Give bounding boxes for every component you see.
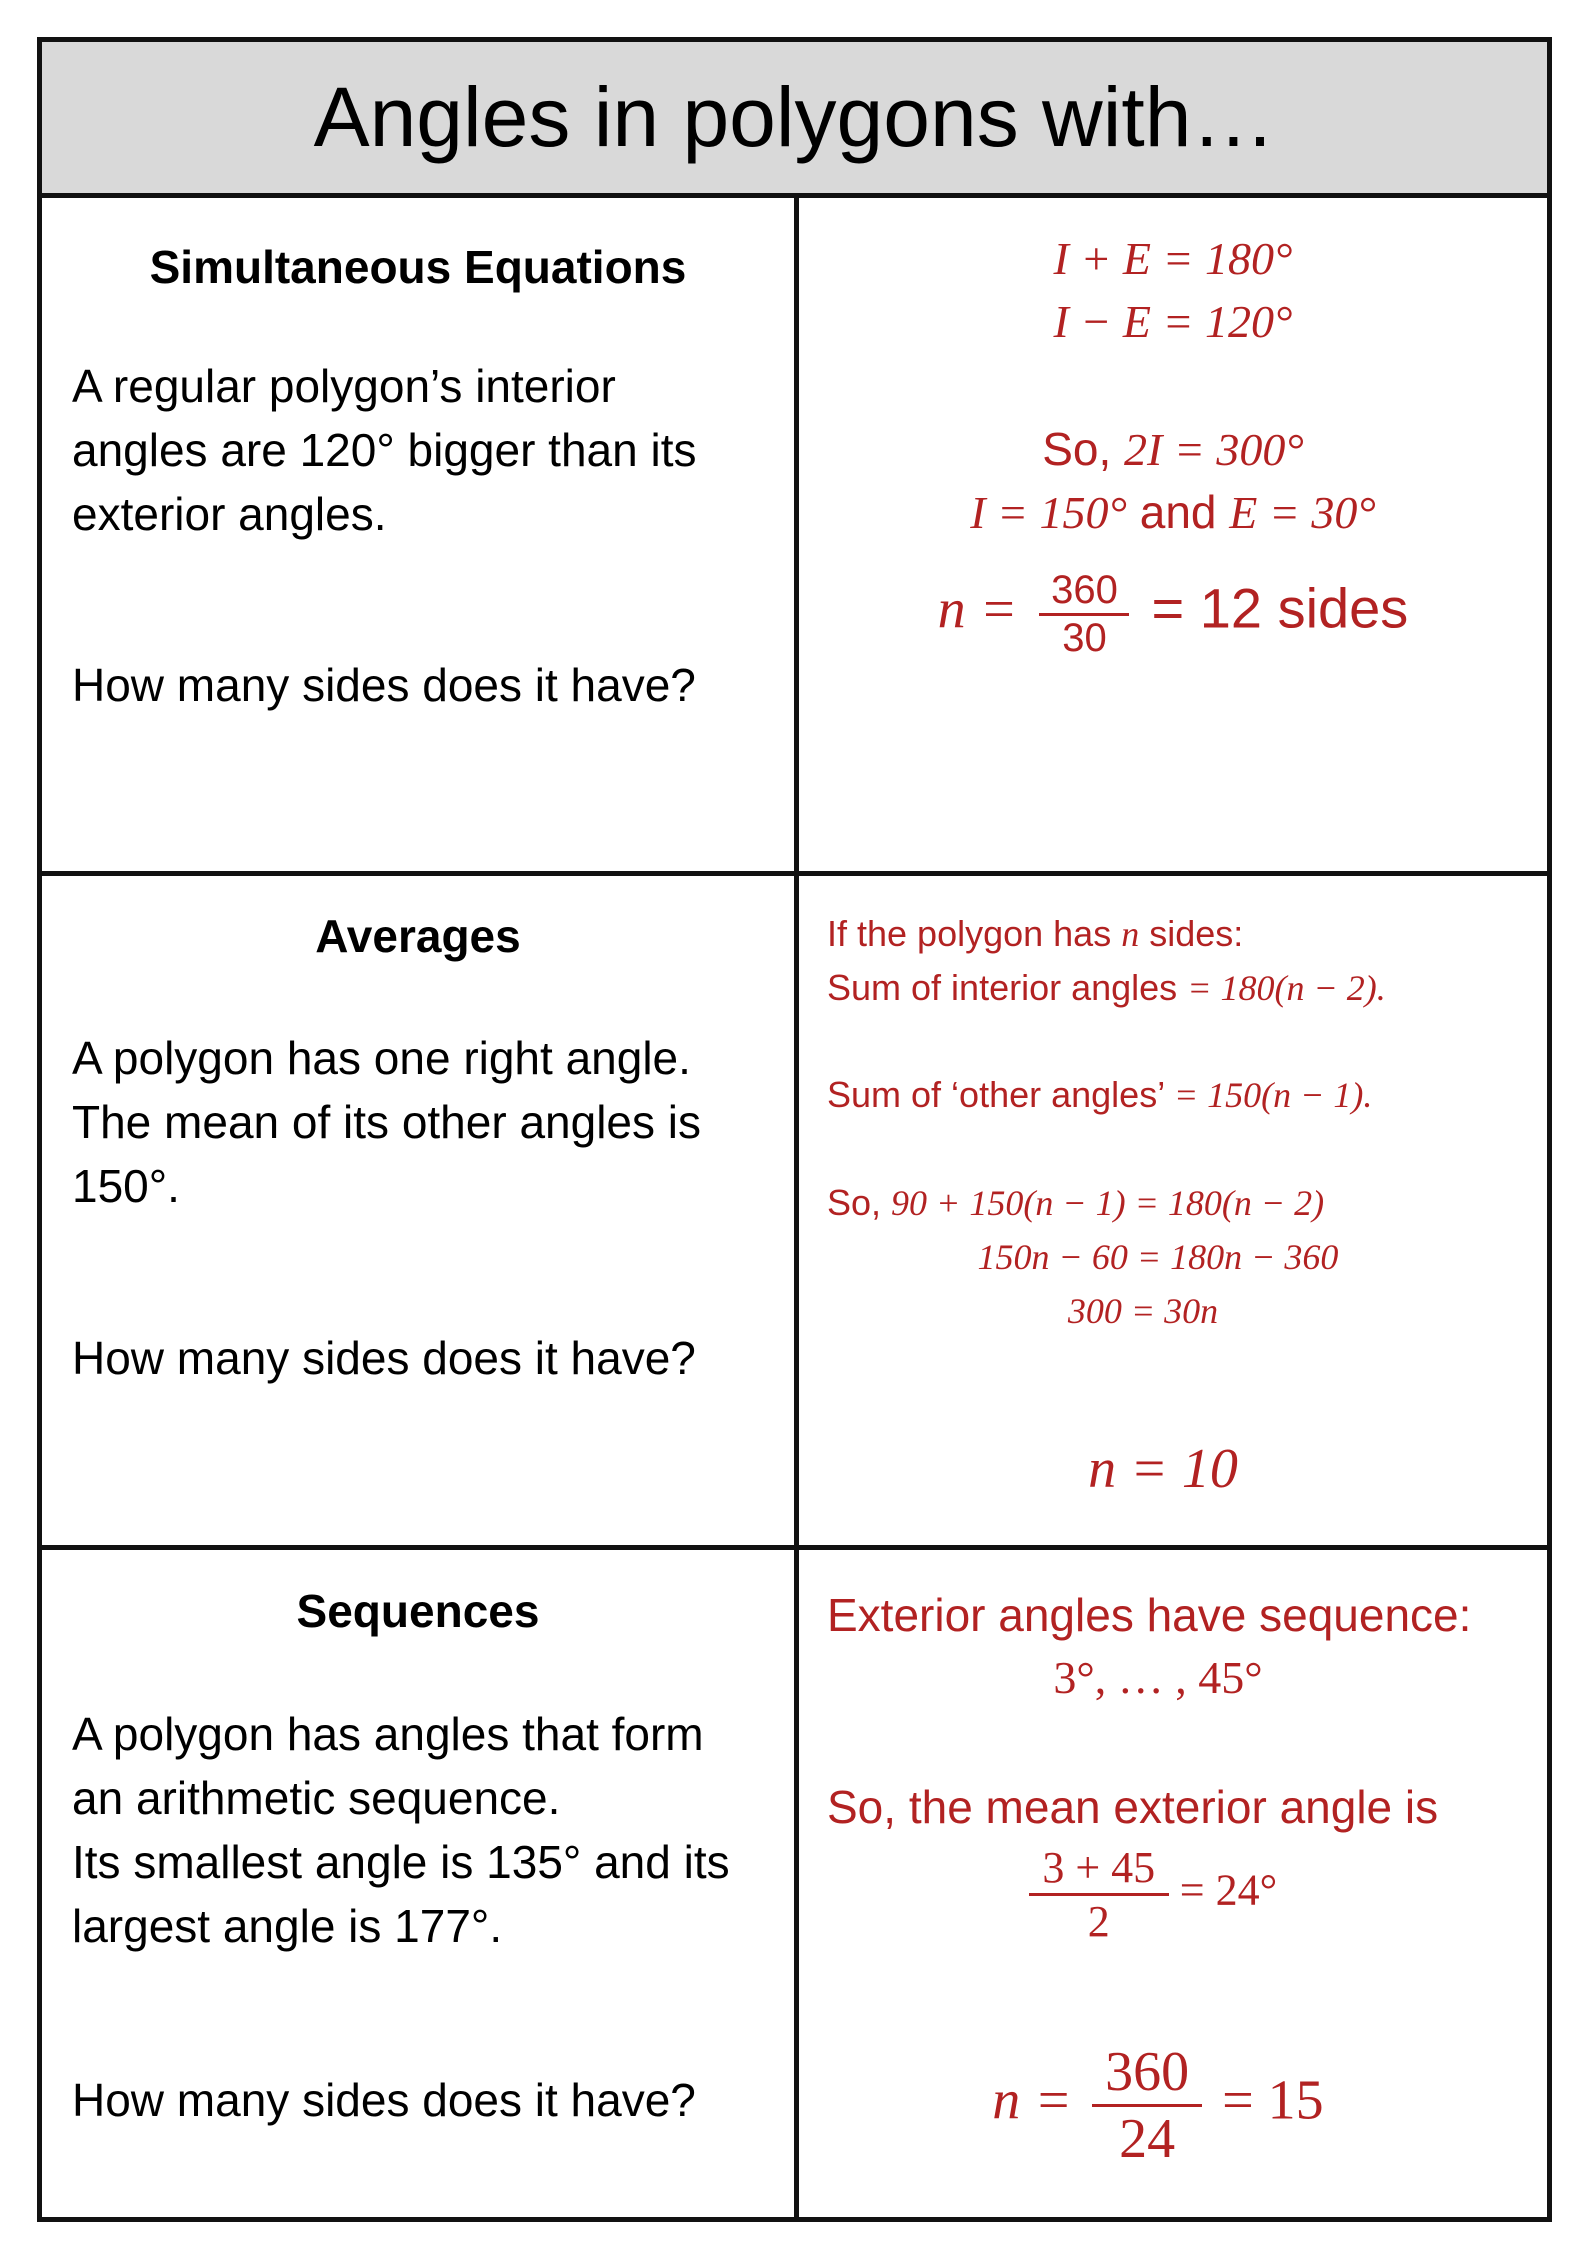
question-cell-simultaneous bbox=[42, 198, 794, 871]
solution-line: I + E = 180° bbox=[1053, 233, 1293, 284]
question-ask: How many sides does it have? bbox=[72, 2074, 696, 2126]
question-cell-averages bbox=[42, 876, 794, 1545]
title-bar bbox=[42, 42, 1547, 198]
solution-line: So, the mean exterior angle is bbox=[827, 1781, 1439, 1833]
solution-line: If the polygon has n sides: bbox=[827, 913, 1244, 954]
question-cell-sequences bbox=[42, 1550, 794, 2222]
solution-cell-sequences bbox=[799, 1550, 1547, 2222]
solution-line: I = 150° and E = 30° bbox=[970, 486, 1376, 538]
fraction: $\frac{3 + 45}{2}$ bbox=[1029, 1842, 1169, 1947]
solution-cell-averages bbox=[799, 876, 1547, 1545]
page-title: Angles in polygons with… bbox=[313, 70, 1276, 164]
solution-answer: n = $\frac{360}{24}$ = 15 bbox=[992, 2041, 1324, 2170]
solution-answer: n = 10 bbox=[1088, 1438, 1238, 1500]
question-text: A regular polygon’s interior angles are 120° bigger than its exterior angles. bbox=[72, 360, 697, 540]
fraction: $\frac{360}{24}$ bbox=[1092, 2040, 1202, 2171]
question-text: A polygon has one right angle. The mean of its other angles is 150°. bbox=[72, 1032, 701, 1212]
section-heading: Simultaneous Equations bbox=[149, 241, 687, 293]
solution-answer: n = $\frac{360}{30}$ = 12 sides bbox=[937, 568, 1409, 660]
solution-line: So, 90 + 150(n − 1) = 180(n − 2) bbox=[827, 1182, 1325, 1223]
solution-line: 150n − 60 = 180n − 360 bbox=[977, 1237, 1339, 1277]
solution-line: I − E = 120° bbox=[1053, 296, 1293, 347]
fraction: $\frac{360}{30}$ bbox=[1039, 568, 1129, 661]
section-heading: Averages bbox=[315, 910, 521, 962]
solution-line: So, 2I = 300° bbox=[1042, 423, 1304, 475]
solution-line: Sum of ‘other angles’ = 150(n − 1). bbox=[827, 1074, 1373, 1115]
solution-mean: $\frac{3 + 45}{2}$ = 24° bbox=[779, 1842, 1527, 1947]
question-text: A polygon has angles that form an arithmetic sequence. Its smallest angle is 135° and its largest angle is 177°. bbox=[72, 1708, 730, 1952]
section-heading: Sequences bbox=[296, 1585, 540, 1637]
solution-line: Exterior angles have sequence: bbox=[827, 1589, 1472, 1641]
question-ask: How many sides does it have? bbox=[72, 1332, 696, 1384]
solution-cell-simultaneous bbox=[799, 198, 1547, 871]
worksheet-frame bbox=[37, 37, 1552, 2222]
solution-line: Sum of interior angles = 180(n − 2). bbox=[827, 967, 1386, 1008]
solution-line: 300 = 30n bbox=[1067, 1291, 1219, 1331]
solution-line: 3°, … , 45° bbox=[1053, 1652, 1263, 1703]
question-ask: How many sides does it have? bbox=[72, 659, 696, 711]
